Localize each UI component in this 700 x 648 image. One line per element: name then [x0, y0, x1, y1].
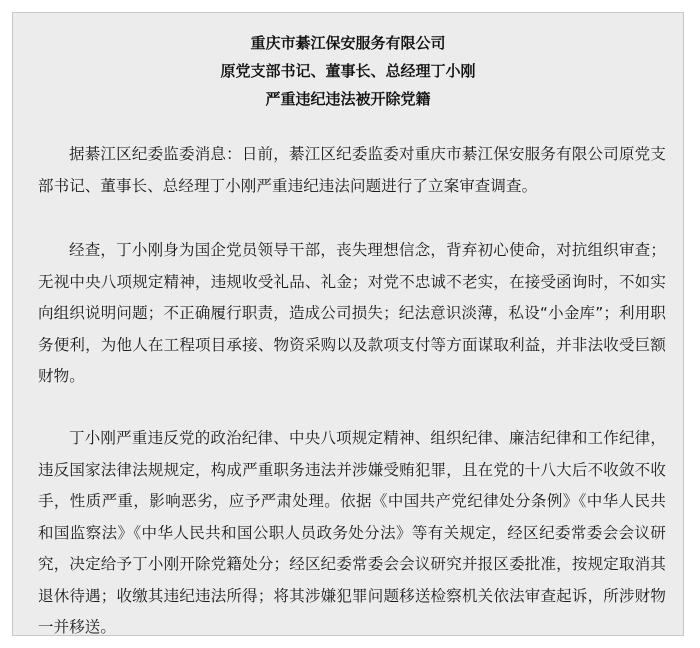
- article-paragraph-2: [38, 235, 666, 393]
- paragraph-text: 丁小刚严重违反党的政治纪律、中央八项规定精神、组织纪律、廉洁纪律和工作纪律，违反国家法律法规规定，构成严重职务违法并涉嫌受贿犯罪，且在党的十八大后不收敛不收手，性质严重，影响恶劣，应予严肃处理。依据《中国共产党纪律处分条例》《中华人民共和国监察法》《中华人民共和国公职人员政务处分法》等有关规定，经区纪委常委会会议研究，决定给予丁小刚开除党籍处分；经区纪委常委会会议研究并报区委批准，按规定取消其退休待遇；收缴其违纪违法所得；将其涉嫌犯罪问题移送检察机关依法审查起诉，所涉财物一并移送。: [38, 429, 666, 636]
- article-paragraph-1: [38, 139, 666, 202]
- paragraph-text: 据綦江区纪委监委消息：日前，綦江区纪委监委对重庆市綦江保安服务有限公司原党支部书记、董事长、总经理丁小刚严重违纪违法问题进行了立案审查调查。: [38, 145, 666, 195]
- article-panel: [12, 12, 684, 636]
- article-paragraph-3: [38, 423, 666, 644]
- title-headline: 严重违纪违法被开除党籍: [265, 90, 431, 108]
- paragraph-text: 经查，丁小刚身为国企党员领导干部，丧失理想信念，背弃初心使命，对抗组织审查；无视中央八项规定精神，违规收受礼品、礼金；对党不忠诚不老实，在接受函询时，不如实向组织说明问题；不正确履行职责，造成公司损失；纪法意识淡薄，私设“小金库”；利用职务便利，为他人在工程项目承接、物资采购以及款项支付等方面谋取利益，并非法收受巨额财物。: [38, 241, 666, 385]
- title-person: 原党支部书记、董事长、总经理丁小刚: [220, 62, 476, 80]
- title-company: 重庆市綦江保安服务有限公司: [250, 34, 446, 52]
- article-title: [13, 29, 683, 113]
